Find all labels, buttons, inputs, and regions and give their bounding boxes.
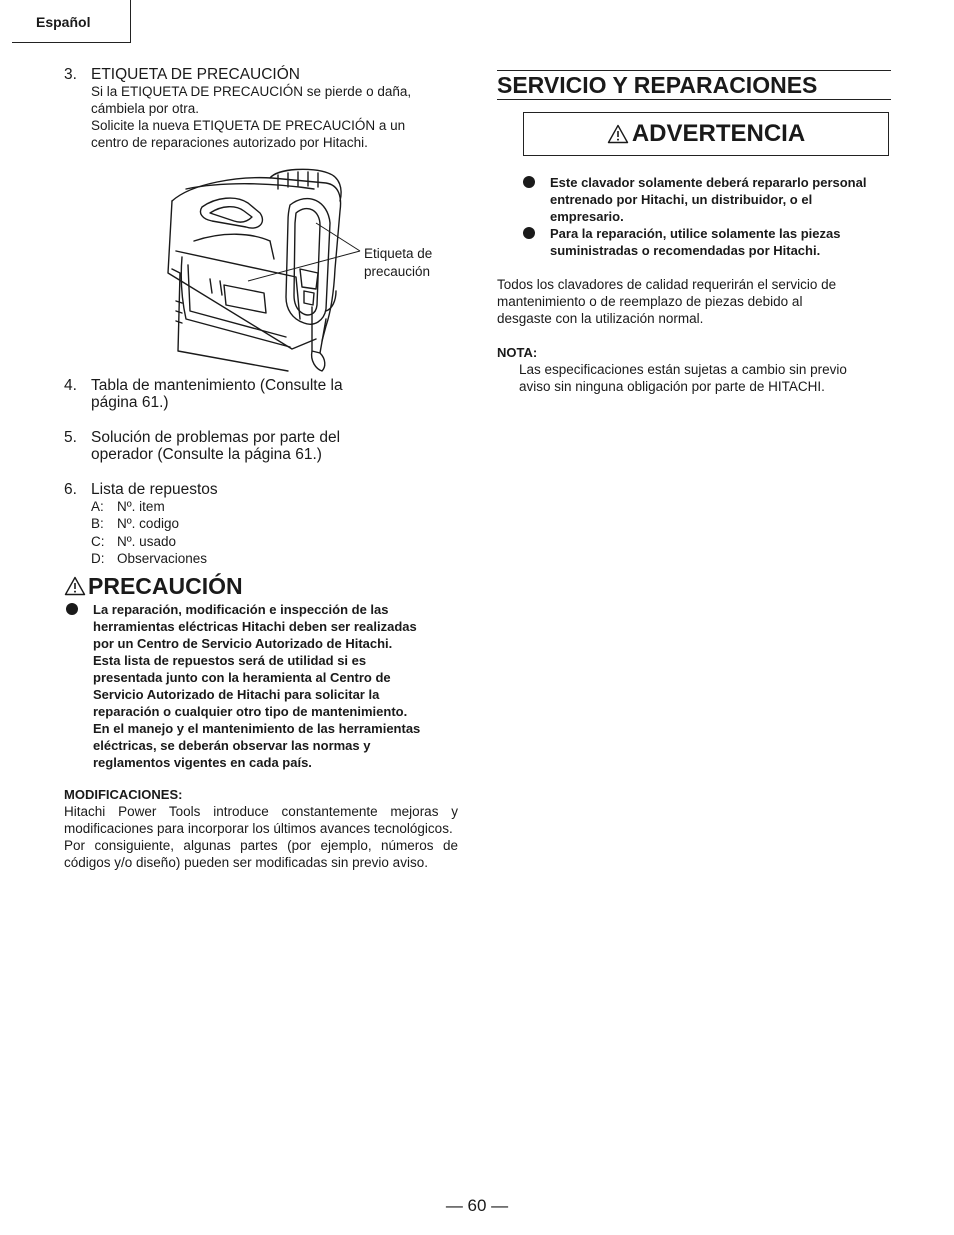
modifications-paragraph: Hitachi Power Tools introduce constantemente mejoras y modificaciones para incorporar los últimos avances tecnológicos. bbox=[64, 803, 458, 836]
modifications-heading: MODIFICACIONES: bbox=[64, 786, 183, 802]
warning-triangle-icon bbox=[64, 576, 86, 596]
list-key: D: bbox=[91, 551, 105, 567]
item-4-line: página 61.) bbox=[91, 394, 169, 411]
item-4-heading-cont bbox=[64, 394, 458, 411]
item-3-body bbox=[91, 83, 458, 151]
warning-triangle-icon bbox=[607, 124, 629, 144]
list-text: Nº. item bbox=[117, 499, 165, 514]
warning-line: suministradas o recomendadas por Hitachi. bbox=[550, 243, 821, 258]
caution-title: PRECAUCIÓN bbox=[88, 572, 243, 599]
item-5-line: Solución de problemas por parte del bbox=[91, 429, 341, 446]
item-6 bbox=[64, 481, 458, 568]
caution-line: reparación o cualquier otro tipo de mantenimiento. bbox=[93, 703, 408, 719]
paragraph-line: Todos los clavadores de calidad requerirán el servicio de bbox=[497, 277, 837, 292]
list-item bbox=[91, 550, 458, 567]
warning-list bbox=[523, 174, 891, 259]
item-6-heading bbox=[64, 481, 458, 498]
maintenance-paragraph bbox=[497, 276, 891, 327]
caution-line: reglamentos vigentes en cada país. bbox=[93, 754, 312, 770]
caution-line: La reparación, modificación e inspección de las bbox=[93, 601, 389, 617]
warning-line: Este clavador solamente deberá repararlo personal bbox=[550, 175, 867, 190]
paragraph-line: desgaste con la utilización normal. bbox=[497, 311, 704, 326]
item-5-number: 5. bbox=[64, 429, 77, 446]
item-3-line: Solicite la nueva ETIQUETA DE PRECAUCIÓN a un bbox=[91, 118, 406, 133]
note-line: aviso sin ninguna obligación por parte de HITACHI. bbox=[519, 379, 825, 394]
item-3-line: centro de reparaciones autorizado por Hitachi. bbox=[91, 135, 368, 150]
caution-list bbox=[64, 601, 458, 771]
bullet-icon bbox=[523, 176, 535, 188]
item-4-number: 4. bbox=[64, 377, 77, 394]
list-item bbox=[64, 601, 458, 771]
item-3-number: 3. bbox=[64, 66, 77, 83]
warning-line: entrenado por Hitachi, un distribuidor, o el bbox=[550, 192, 813, 207]
caution-line: Esta lista de repuestos será de utilidad si es bbox=[93, 652, 367, 668]
item-4-heading bbox=[64, 377, 458, 394]
language-tab bbox=[12, 0, 131, 43]
caution-line: En el manejo y el mantenimiento de las herramientas bbox=[93, 720, 421, 736]
warning-line: empresario. bbox=[550, 209, 624, 224]
note-heading: NOTA: bbox=[497, 345, 538, 360]
item-5 bbox=[64, 429, 458, 463]
caution-line: eléctricas, se deberán observar las normas y bbox=[93, 737, 371, 753]
nailer-figure bbox=[64, 161, 458, 373]
item-4 bbox=[64, 377, 458, 411]
item-3-line: Si la ETIQUETA DE PRECAUCIÓN se pierde o daña, bbox=[91, 84, 412, 99]
language-label: Español bbox=[36, 14, 91, 30]
caution-text bbox=[93, 601, 420, 771]
caution-line: por un Centro de Servicio Autorizado de Hitachi. bbox=[93, 635, 393, 651]
item-4-line: Tabla de mantenimiento (Consulte la bbox=[91, 377, 343, 394]
list-text: Nº. usado bbox=[117, 533, 176, 549]
item-5-heading-cont bbox=[64, 446, 458, 463]
item-3-title: ETIQUETA DE PRECAUCIÓN bbox=[91, 66, 300, 83]
paragraph-line: mantenimiento o de reemplazo de piezas debido al bbox=[497, 294, 803, 309]
warning-text bbox=[550, 225, 840, 259]
list-text: Observaciones bbox=[117, 551, 208, 567]
list-item bbox=[91, 533, 458, 550]
list-item bbox=[523, 174, 891, 225]
list-text: Nº. codigo bbox=[117, 516, 179, 532]
list-item bbox=[91, 515, 458, 532]
note-line: Las especificaciones están sujetas a cambio sin previo bbox=[519, 362, 847, 377]
callout-line: Etiqueta de bbox=[364, 246, 433, 261]
caution-heading bbox=[64, 572, 458, 600]
bullet-icon bbox=[66, 603, 78, 615]
list-item bbox=[523, 225, 891, 259]
item-5-heading bbox=[64, 429, 458, 446]
caution-label-callout bbox=[364, 245, 432, 281]
section-title: SERVICIO Y REPARACIONES bbox=[497, 70, 891, 100]
modifications-paragraph: Por consiguiente, algunas partes (por ejemplo, números de códigos y/o diseño) pueden ser modificadas sin previo aviso. bbox=[64, 837, 458, 870]
item-6-title: Lista de repuestos bbox=[91, 481, 218, 498]
list-item bbox=[91, 498, 458, 515]
caution-line: herramientas eléctricas Hitachi deben ser realizadas bbox=[93, 618, 417, 634]
caution-line: Servicio Autorizado de Hitachi para solicitar la bbox=[93, 686, 380, 702]
parts-list-columns bbox=[91, 498, 458, 568]
left-column bbox=[64, 66, 458, 871]
caution-line: presentada junto con la heramienta al Centro de bbox=[93, 669, 391, 685]
bullet-icon bbox=[523, 227, 535, 239]
list-key: B: bbox=[91, 516, 104, 532]
note-body bbox=[519, 361, 891, 395]
item-5-line: operador (Consulte la página 61.) bbox=[91, 446, 322, 463]
list-key: C: bbox=[91, 533, 105, 549]
warning-text bbox=[550, 174, 866, 225]
callout-line: precaución bbox=[364, 264, 431, 279]
warning-box bbox=[523, 112, 889, 156]
page-number: — 60 — bbox=[445, 1196, 509, 1215]
item-3-heading bbox=[64, 66, 458, 83]
warning-title: ADVERTENCIA bbox=[631, 120, 806, 147]
item-3-line: cámbiela por otra. bbox=[91, 101, 200, 116]
warning-line: Para la reparación, utilice solamente las piezas bbox=[550, 226, 841, 241]
right-column bbox=[497, 70, 891, 395]
list-key: A: bbox=[91, 499, 104, 514]
item-6-number: 6. bbox=[64, 481, 77, 498]
